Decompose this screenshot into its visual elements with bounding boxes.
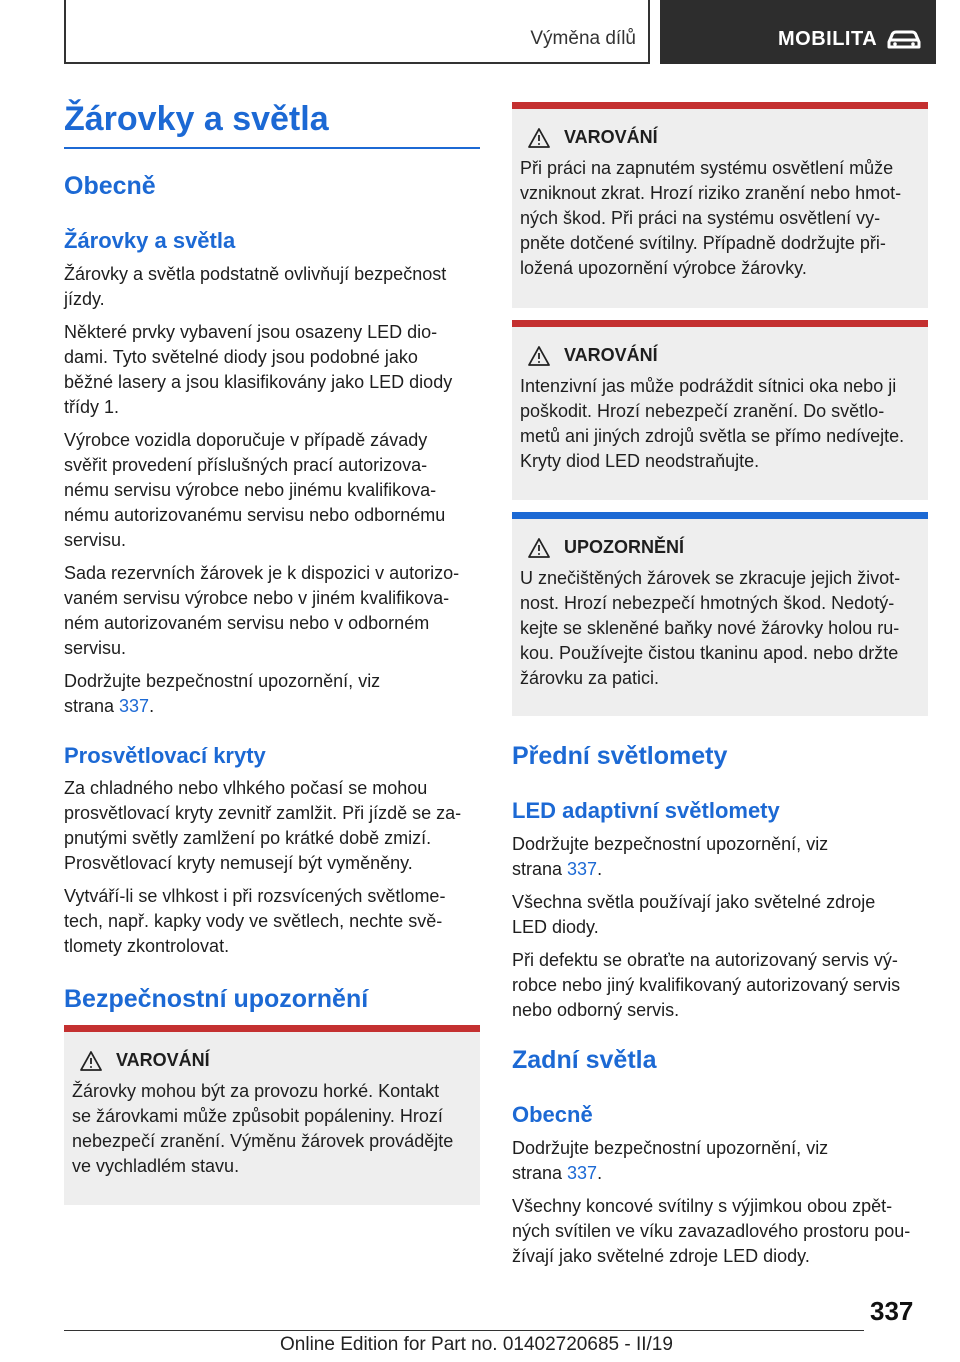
paragraph-line: Dodržujte bezpečnostní upozornění, viz <box>64 671 381 691</box>
page-title: Žárovky a světla <box>64 100 329 138</box>
page-link[interactable]: 337 <box>567 1163 598 1183</box>
header-chapter-tab <box>660 0 936 64</box>
paragraph-line: LED diody. <box>512 917 599 937</box>
ref-suffix: . <box>149 696 155 716</box>
notice-label: UPOZORNĚNÍ <box>564 537 685 557</box>
page-header <box>0 0 960 66</box>
header-section-title: Výměna dílů <box>530 28 636 49</box>
heading-front-headlights: Přední světlomety <box>512 742 728 770</box>
paragraph-line: jízdy. <box>64 289 105 309</box>
warning-title <box>520 345 920 366</box>
header-chapter-label: MOBILITA <box>778 28 878 50</box>
paragraph-line: Dodržujte bezpečnostní upozornění, viz <box>512 834 829 854</box>
ref-prefix: strana <box>512 1163 568 1183</box>
warning-box <box>512 320 928 500</box>
warning-triangle-icon <box>528 346 550 366</box>
paragraph-line: svěřit provedení příslušných prací autorizova‐ <box>64 455 428 475</box>
notice-line: žárovku za patici. <box>520 668 660 688</box>
footer-rule <box>64 1330 864 1331</box>
warning-line: Žárovky mohou být za provozu horké. Kontakt <box>72 1081 440 1101</box>
ref-prefix: strana <box>64 696 120 716</box>
warning-line: se žárovkami může způsobit popáleniny. Hrozí <box>72 1106 443 1126</box>
paragraph-line: Vytváří-li se vlhkost i při rozsvícených světlome‐ <box>64 886 446 906</box>
ref-suffix: . <box>597 859 603 879</box>
notice-line: kejte se skleněné baňky nové žárovky holou ru‐ <box>520 618 900 638</box>
heading-rear-lights: Zadní světla <box>512 1046 657 1074</box>
warning-line: Intenzivní jas může podráždit sítnici oka nebo ji <box>520 376 897 396</box>
warning-triangle-icon <box>80 1051 102 1071</box>
covers-body-block <box>64 776 484 959</box>
paragraph-line: servisu. <box>64 638 127 658</box>
paragraph-line: Všechny koncové svítilny s výjimkou obou zpět‐ <box>512 1196 893 1216</box>
paragraph-line: Dodržujte bezpečnostní upozornění, viz <box>512 1138 829 1158</box>
paragraph-line: nému autorizovanému servisu nebo odbornému <box>64 505 446 525</box>
paragraph-line <box>512 857 932 882</box>
paragraph-line <box>64 694 484 719</box>
heading-led-adaptive: LED adaptivní světlomety <box>512 798 780 823</box>
warning-label: VAROVÁNÍ <box>564 345 658 365</box>
paragraph-line: ném autorizovaném servisu nebo v odborném <box>64 613 430 633</box>
warning-line: poškodit. Hrozí nebezpečí zranění. Do světlo‐ <box>520 401 885 421</box>
page-link[interactable]: 337 <box>567 859 598 879</box>
title-rule <box>64 147 480 149</box>
warning-title <box>72 1050 472 1071</box>
warning-label: VAROVÁNÍ <box>116 1050 210 1070</box>
warning-line: nebezpečí zranění. Výměnu žárovek provádějte <box>72 1131 454 1151</box>
warning-title <box>520 127 920 148</box>
ref-suffix: . <box>597 1163 603 1183</box>
warning-line: vzniknout zkrat. Hrozí riziko zranění nebo hmot‐ <box>520 183 902 203</box>
warning-line: ložená upozornění výrobce žárovky. <box>520 258 807 278</box>
warning-line: metů ani jiných zdrojů světla se přímo nedívejte. <box>520 426 905 446</box>
paragraph-line: Žárovky a světla podstatně ovlivňují bezpečnost <box>64 264 447 284</box>
paragraph-line: běžné lasery a jsou klasifikovány jako LED diody <box>64 372 453 392</box>
paragraph-line: vaném servisu výrobce nebo v jiném kvalifikova‐ <box>64 588 450 608</box>
paragraph-line: dami. Tyto světelné diody jsou podobné jako <box>64 347 418 367</box>
paragraph-line: třídy 1. <box>64 397 120 417</box>
footer-edition: Online Edition for Part no. 01402720685 - II/19 <box>280 1334 673 1355</box>
header-section-box <box>64 0 650 64</box>
paragraph-line: ných svítilen ve víku zavazadlového prostoru pou‐ <box>512 1221 911 1241</box>
paragraph-line: Sada rezervních žárovek je k dispozici v autorizo‐ <box>64 563 460 583</box>
warning-label: VAROVÁNÍ <box>564 127 658 147</box>
paragraph-line: Při defektu se obraťte na autorizovaný servis vý‐ <box>512 950 898 970</box>
heading-safety-notes: Bezpečnostní upozornění <box>64 985 369 1013</box>
paragraph-line: žívají jako světelné zdroje LED diody. <box>512 1246 810 1266</box>
paragraph-line: prosvětlovací kryty zevnitř zamlžit. Při jízdě se za‐ <box>64 803 462 823</box>
paragraph-line: nému servisu výrobce nebo jinému kvalifikova‐ <box>64 480 437 500</box>
front-body-block <box>512 832 932 1023</box>
heading-rear-general: Obecně <box>512 1102 593 1127</box>
warning-line: Kryty diod LED neodstraňujte. <box>520 451 760 471</box>
heading-light-covers: Prosvětlovací kryty <box>64 743 266 768</box>
paragraph-line: tech, např. kapky vody ve světlech, nechte svě‐ <box>64 911 443 931</box>
warning-box <box>512 102 928 308</box>
notice-title <box>520 537 920 558</box>
page-number: 337 <box>870 1296 914 1326</box>
paragraph-line: pnutými světly zamlžení po krátké době zmizí. <box>64 828 432 848</box>
ref-prefix: strana <box>512 859 568 879</box>
paragraph-line: Všechna světla používají jako světelné zdroje <box>512 892 876 912</box>
car-icon <box>886 28 922 50</box>
paragraph-line: Některé prvky vybavení jsou osazeny LED dio‐ <box>64 322 438 342</box>
paragraph-line: Za chladného nebo vlhkého počasí se mohou <box>64 778 428 798</box>
paragraph-line: Prosvětlovací kryty nemusejí být vyměněny. <box>64 853 413 873</box>
paragraph-line: tlomety zkontrolovat. <box>64 936 230 956</box>
notice-line: nost. Hrozí nebezpečí hmotných škod. Nedotý‐ <box>520 593 895 613</box>
page-link[interactable]: 337 <box>119 696 150 716</box>
warning-triangle-icon <box>528 128 550 148</box>
paragraph-line: robce nebo jiný kvalifikovaný autorizovaný servis <box>512 975 901 995</box>
warning-line: Při práci na zapnutém systému osvětlení může <box>520 158 894 178</box>
warning-triangle-icon <box>528 538 550 558</box>
left-body-block <box>64 262 484 719</box>
warning-box <box>64 1025 480 1205</box>
warning-line: ných škod. Při práci na systému osvětlení vy‐ <box>520 208 881 228</box>
notice-line: kou. Používejte čistou tkaninu apod. nebo držte <box>520 643 899 663</box>
paragraph-line: Výrobce vozidla doporučuje v případě závady <box>64 430 428 450</box>
paragraph-line: servisu. <box>64 530 127 550</box>
heading-general: Obecně <box>64 172 156 200</box>
notice-line: U znečištěných žárovek se zkracuje jejich život‐ <box>520 568 901 588</box>
rear-body-block <box>512 1136 932 1269</box>
warning-line: pněte dotčené svítilny. Případně dodržujte při‐ <box>520 233 886 253</box>
warning-line: ve vychladlém stavu. <box>72 1156 240 1176</box>
paragraph-line <box>512 1161 932 1186</box>
heading-bulbs-lights: Žárovky a světla <box>64 228 236 253</box>
notice-box <box>512 512 928 716</box>
paragraph-line: nebo odborný servis. <box>512 1000 680 1020</box>
